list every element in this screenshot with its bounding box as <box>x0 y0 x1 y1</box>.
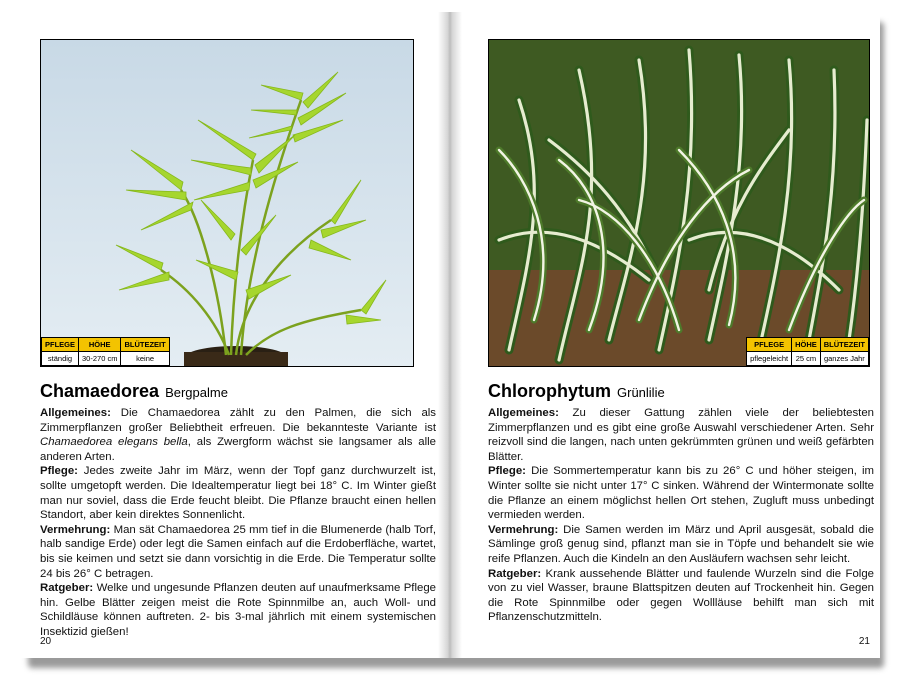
spec-header-care: PFLEGE <box>747 338 792 352</box>
section-label: Allgemeines: <box>488 407 559 419</box>
section-care: Pflege: Die Sommertemperatur kann bis zu 26° C und höher steigen, im Winter sollte sie nicht unter 17° C sinken. Während der Wintermonate sollte die Pflanze an einem möglichst hellen Ort stehen, Zugluft muss unbedingt vermieden werden. <box>488 465 874 522</box>
section-general: Allgemeines: Zu dieser Gattung zählen viele der beliebtesten Zimmerpflanzen und es gibt eine große Auswahl verschiedener Arten. Sehr reizvoll sind die langen, nach unten gekrümmten grünen und weiß gefärbten Blätter. <box>488 407 874 463</box>
section-care: Pflege: Jedes zweite Jahr im März, wenn der Topf ganz durchwurzelt ist, sollte umgetopft werden. Die Idealtemperatur liegt bei 18° C. Im Winter gießt man nur soviel, dass die Erde feucht bleibt. Die Pflanze braucht einen hellen Standort, aber kein direktes Sonnenlicht. <box>40 465 437 522</box>
page-number: 20 <box>40 636 52 647</box>
spec-header-height: HÖHE <box>792 338 821 352</box>
plant-title <box>488 381 665 402</box>
right-page <box>452 12 880 658</box>
spec-header-bloom: BLÜTEZEIT <box>121 338 169 352</box>
palm-illustration <box>41 40 413 366</box>
plant-title <box>40 381 228 402</box>
species-name: Chamaedorea elegans bella <box>40 436 188 449</box>
left-page <box>18 12 446 658</box>
care-spec-table <box>746 337 869 366</box>
spec-value-care: pflegeleicht <box>747 352 792 366</box>
section-propagation: Vermehrung: Die Samen werden im März und April ausgesät, sobald die Sämlinge groß genug sind, pflanzt man sie in Töpfe und behandelt sie wie reife Pflanzen. Auch die Kindeln an den Ausläufern wachsen sehr leicht. <box>488 523 874 565</box>
plant-name: Chlorophytum <box>488 381 611 401</box>
section-label: Pflege: <box>40 465 78 478</box>
section-label: Vermehrung: <box>40 523 111 536</box>
spec-value-height: 30-270 cm <box>79 352 121 366</box>
spec-header-care: PFLEGE <box>42 338 79 352</box>
section-propagation: Vermehrung: Man sät Chamaedorea 25 mm tief in die Blumenerde (halb Torf, halb sandige Erde) oder legt die Samen einfach auf die Erdoberfläche, wartet, bis sie keimen und setzt sie dann vorsichtig in die Erde. Die Temperatur sollte 24 bis 26° C betragen. <box>40 523 436 580</box>
spec-value-height: 25 cm <box>792 352 821 366</box>
common-name: Grünlilie <box>617 385 665 400</box>
plant-description <box>40 406 436 640</box>
plant-name: Chamaedorea <box>40 381 160 401</box>
section-general: Allgemeines: Die Chamaedorea zählt zu den Palmen, die sich als Zimmerpflanzen großer Beliebtheit erfreuen. Die bekannteste Variante ist Chamaedorea elegans bella, als Zwergform wächst sie langsamer als alle anderen Arten. <box>40 407 437 463</box>
open-book <box>18 12 884 668</box>
care-spec-table <box>41 337 170 366</box>
section-label: Pflege: <box>488 465 526 478</box>
chamaedorea-photo <box>40 39 414 367</box>
section-advice: Ratgeber: Krank aussehende Blätter und faulende Wurzeln sind die Folge von zu viel Wasser, braune Blattspitzen deuten auf Trockenheit hin. Gegen die Rote Spinnmilbe oder gegen Wollläuse behilft man sich mit Pflanzenschutzmitteln. <box>488 567 874 624</box>
page-number: 21 <box>858 636 870 647</box>
spec-value-bloom: keine <box>121 352 169 366</box>
section-label: Ratgeber: <box>488 567 542 580</box>
book-spine-fold <box>438 12 462 658</box>
section-advice: Ratgeber: Welke und ungesunde Pflanzen deuten auf unaufmerksame Pflege hin. Gelbe Blätter zeigen meist die Rote Spinnmilbe an, auch Woll- und Schildläuse können auftreten. 2- bis 3-mal jährlich mit einem systemischen Insektizid gießen! <box>40 582 436 638</box>
section-label: Vermehrung: <box>488 523 559 536</box>
common-name: Bergpalme <box>165 385 228 400</box>
spec-value-care: ständig <box>42 352 79 366</box>
spider-plant-illustration <box>489 40 869 366</box>
section-label: Ratgeber: <box>40 582 94 595</box>
section-label: Allgemeines: <box>40 407 111 419</box>
chlorophytum-photo <box>488 39 870 367</box>
spec-header-height: HÖHE <box>79 338 121 352</box>
spec-header-bloom: BLÜTEZEIT <box>820 338 868 352</box>
plant-description <box>488 406 874 625</box>
spec-value-bloom: ganzes Jahr <box>820 352 868 366</box>
